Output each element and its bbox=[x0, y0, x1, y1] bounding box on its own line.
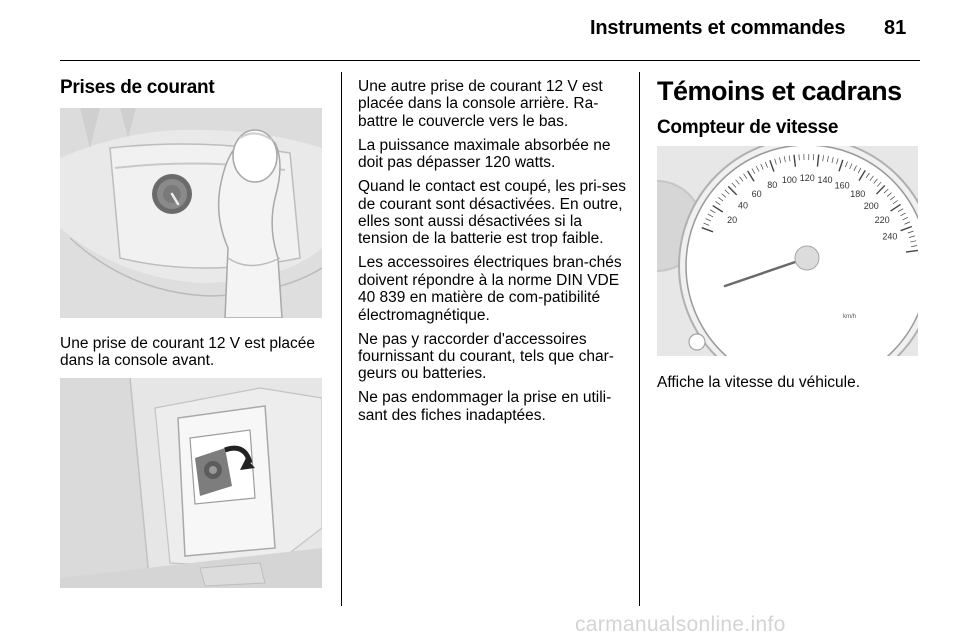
speedometer-scale-label: 240 bbox=[882, 231, 898, 242]
heading-temoins-et-cadrans: Témoins et cadrans bbox=[657, 76, 902, 106]
column-divider-right bbox=[639, 72, 640, 606]
speedometer-scale-label: 140 bbox=[817, 174, 833, 185]
paragraph-max-power: La puissance maximale absorbée ne doit pas dépasser 120 watts. bbox=[358, 136, 611, 172]
middle-text-column bbox=[358, 78, 630, 431]
header-rule bbox=[60, 60, 920, 61]
speedometer-scale-label: 20 bbox=[727, 214, 738, 225]
caption-front-socket: Une prise de courant 12 V est placée dans la console avant. bbox=[60, 335, 316, 370]
paragraph-no-damage: Ne pas endommager la prise en utili-sant des fiches inadaptées. bbox=[358, 389, 612, 424]
paragraph-rear-socket: Une autre prise de courant 12 V est placée dans la console arrière. Ra-battre le couvercle vers le bas. bbox=[358, 78, 603, 130]
paragraph-no-chargers: Ne pas y raccorder d'accessoires fournissant du courant, tels que char-geurs ou batteries. bbox=[358, 330, 614, 383]
column-divider-left bbox=[341, 72, 342, 606]
heading-compteur-de-vitesse: Compteur de vitesse bbox=[657, 117, 839, 138]
speedometer-scale-label: 60 bbox=[751, 188, 762, 199]
figure-rear-socket bbox=[60, 378, 322, 588]
speedometer-scale-label: 180 bbox=[850, 189, 866, 200]
speedometer-scale-label: 80 bbox=[767, 180, 778, 191]
heading-prises-de-courant: Prises de courant bbox=[60, 77, 215, 98]
caption-speedometer: Affiche la vitesse du véhicule. bbox=[657, 374, 861, 391]
paragraph-din-standard: Les accessoires électriques bran-chés doivent répondre à la norme DIN VDE 40 839 en matière de com-patibilité électromagnétique. bbox=[358, 254, 622, 324]
watermark-text: carmanualsonline.info bbox=[575, 613, 786, 636]
speedometer-scale-label: 200 bbox=[863, 200, 879, 211]
speedometer-unit-label: km/h bbox=[843, 314, 857, 320]
speedometer-scale-label: 120 bbox=[799, 173, 815, 184]
figure-front-socket bbox=[60, 108, 322, 318]
speedometer-scale-label: 40 bbox=[738, 200, 749, 211]
section-title: Instruments et commandes bbox=[590, 17, 846, 39]
speedometer-scale-label: 160 bbox=[834, 180, 850, 191]
figure-speedometer bbox=[657, 146, 918, 356]
page-number: 81 bbox=[884, 17, 907, 39]
paragraph-ignition-off: Quand le contact est coupé, les pri-ses de courant sont désactivées. En outre, elles sont aussi désactivées si la tension de la batterie est trop faible. bbox=[358, 178, 626, 248]
speedometer-scale-label: 220 bbox=[874, 215, 890, 226]
speedometer-scale-label: 100 bbox=[781, 174, 797, 185]
